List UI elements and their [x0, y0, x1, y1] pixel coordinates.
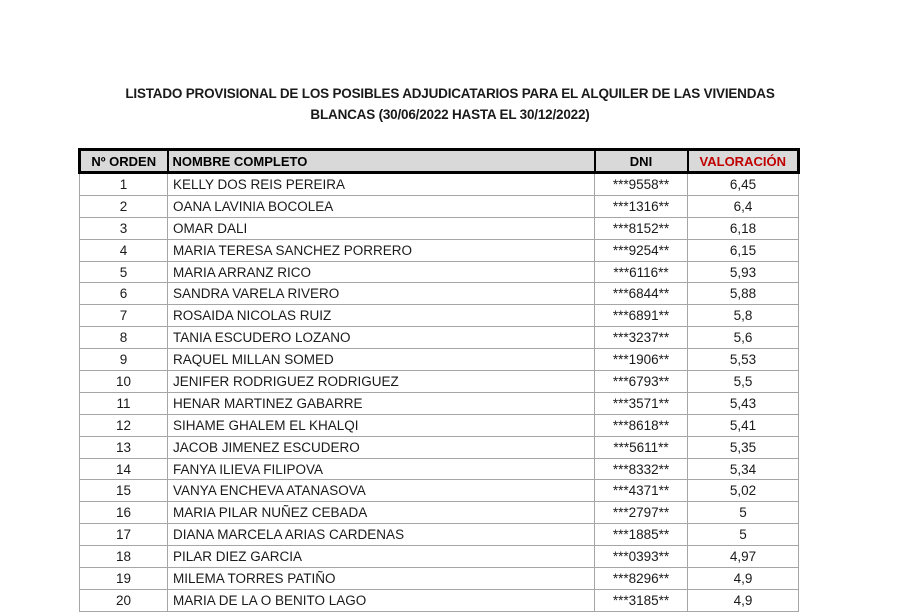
cell-valoracion: 5,6: [688, 327, 799, 349]
cell-nombre: PILAR DIEZ GARCIA: [168, 546, 595, 568]
cell-nombre: HENAR MARTINEZ GABARRE: [168, 392, 595, 414]
table-row: [80, 568, 799, 590]
table-row: [80, 217, 799, 239]
cell-nombre: KELLY DOS REIS PEREIRA: [168, 173, 595, 196]
cell-orden: 13: [80, 436, 168, 458]
cell-orden: 12: [80, 414, 168, 436]
cell-nombre: MARIA ARRANZ RICO: [168, 261, 595, 283]
column-header-dni: DNI: [595, 150, 688, 173]
cell-dni: ***6844**: [595, 283, 688, 305]
cell-orden: 5: [80, 261, 168, 283]
cell-orden: 16: [80, 502, 168, 524]
cell-valoracion: 6,4: [688, 195, 799, 217]
cell-dni: ***3185**: [595, 589, 688, 611]
cell-orden: 15: [80, 480, 168, 502]
cell-dni: ***8296**: [595, 568, 688, 590]
document-title-line2: BLANCAS (30/06/2022 HASTA EL 30/12/2022): [310, 107, 590, 122]
cell-dni: ***1316**: [595, 195, 688, 217]
cell-nombre: JACOB JIMENEZ ESCUDERO: [168, 436, 595, 458]
table-row: [80, 195, 799, 217]
table-row: [80, 283, 799, 305]
cell-dni: ***8618**: [595, 414, 688, 436]
table-row: [80, 371, 799, 393]
cell-orden: 10: [80, 371, 168, 393]
cell-valoracion: 4,9: [688, 589, 799, 611]
cell-nombre: OMAR DALI: [168, 217, 595, 239]
cell-valoracion: 5,5: [688, 371, 799, 393]
cell-orden: 17: [80, 524, 168, 546]
cell-valoracion: 5,8: [688, 305, 799, 327]
cell-orden: 14: [80, 458, 168, 480]
table-row: [80, 392, 799, 414]
cell-dni: ***8152**: [595, 217, 688, 239]
cell-orden: 18: [80, 546, 168, 568]
table-row: [80, 305, 799, 327]
cell-dni: ***8332**: [595, 458, 688, 480]
cell-valoracion: 5,34: [688, 458, 799, 480]
cell-valoracion: 6,15: [688, 239, 799, 261]
cell-dni: ***1885**: [595, 524, 688, 546]
table-body: [80, 173, 799, 612]
cell-dni: ***9558**: [595, 173, 688, 196]
cell-dni: ***1906**: [595, 349, 688, 371]
cell-nombre: FANYA ILIEVA FILIPOVA: [168, 458, 595, 480]
cell-valoracion: 5: [688, 502, 799, 524]
adjudicatarios-table: [78, 148, 800, 612]
cell-dni: ***5611**: [595, 436, 688, 458]
cell-orden: 2: [80, 195, 168, 217]
cell-nombre: RAQUEL MILLAN SOMED: [168, 349, 595, 371]
cell-dni: ***2797**: [595, 502, 688, 524]
table-row: [80, 327, 799, 349]
cell-valoracion: 5,02: [688, 480, 799, 502]
cell-valoracion: 5,88: [688, 283, 799, 305]
cell-orden: 6: [80, 283, 168, 305]
cell-nombre: MARIA TERESA SANCHEZ PORRERO: [168, 239, 595, 261]
cell-orden: 8: [80, 327, 168, 349]
cell-orden: 19: [80, 568, 168, 590]
cell-orden: 11: [80, 392, 168, 414]
column-header-nombre: NOMBRE COMPLETO: [168, 150, 595, 173]
cell-orden: 7: [80, 305, 168, 327]
cell-dni: ***6116**: [595, 261, 688, 283]
cell-valoracion: 6,45: [688, 173, 799, 196]
cell-dni: ***0393**: [595, 546, 688, 568]
cell-nombre: SIHAME GHALEM EL KHALQI: [168, 414, 595, 436]
table-row: [80, 173, 799, 196]
cell-valoracion: 6,18: [688, 217, 799, 239]
cell-valoracion: 5,41: [688, 414, 799, 436]
table-row: [80, 239, 799, 261]
cell-nombre: VANYA ENCHEVA ATANASOVA: [168, 480, 595, 502]
table-row: [80, 546, 799, 568]
cell-nombre: DIANA MARCELA ARIAS CARDENAS: [168, 524, 595, 546]
cell-nombre: SANDRA VARELA RIVERO: [168, 283, 595, 305]
cell-valoracion: 4,97: [688, 546, 799, 568]
cell-dni: ***3237**: [595, 327, 688, 349]
table-row: [80, 261, 799, 283]
column-header-valoracion: VALORACIÓN: [688, 150, 799, 173]
table-row: [80, 436, 799, 458]
cell-orden: 1: [80, 173, 168, 196]
cell-nombre: OANA LAVINIA BOCOLEA: [168, 195, 595, 217]
cell-valoracion: 5,93: [688, 261, 799, 283]
cell-dni: ***9254**: [595, 239, 688, 261]
cell-orden: 9: [80, 349, 168, 371]
document-title: [0, 83, 900, 125]
table-row: [80, 349, 799, 371]
cell-nombre: MILEMA TORRES PATIÑO: [168, 568, 595, 590]
cell-orden: 4: [80, 239, 168, 261]
cell-valoracion: 5,43: [688, 392, 799, 414]
cell-nombre: MARIA DE LA O BENITO LAGO: [168, 589, 595, 611]
column-header-orden: Nº ORDEN: [80, 150, 168, 173]
table-header-row: [80, 150, 799, 173]
table-row: [80, 524, 799, 546]
cell-nombre: MARIA PILAR NUÑEZ CEBADA: [168, 502, 595, 524]
cell-orden: 20: [80, 589, 168, 611]
table-row: [80, 414, 799, 436]
table-row: [80, 502, 799, 524]
cell-valoracion: 5: [688, 524, 799, 546]
cell-nombre: ROSAIDA NICOLAS RUIZ: [168, 305, 595, 327]
cell-valoracion: 5,35: [688, 436, 799, 458]
cell-dni: ***6891**: [595, 305, 688, 327]
cell-nombre: JENIFER RODRIGUEZ RODRIGUEZ: [168, 371, 595, 393]
cell-valoracion: 4,9: [688, 568, 799, 590]
table-row: [80, 458, 799, 480]
cell-orden: 3: [80, 217, 168, 239]
table-row: [80, 589, 799, 611]
cell-valoracion: 5,53: [688, 349, 799, 371]
cell-dni: ***3571**: [595, 392, 688, 414]
table-row: [80, 480, 799, 502]
document-title-line1: LISTADO PROVISIONAL DE LOS POSIBLES ADJUDICATARIOS PARA EL ALQUILER DE LAS VIVIENDAS: [125, 86, 775, 101]
cell-dni: ***6793**: [595, 371, 688, 393]
cell-dni: ***4371**: [595, 480, 688, 502]
cell-nombre: TANIA ESCUDERO LOZANO: [168, 327, 595, 349]
